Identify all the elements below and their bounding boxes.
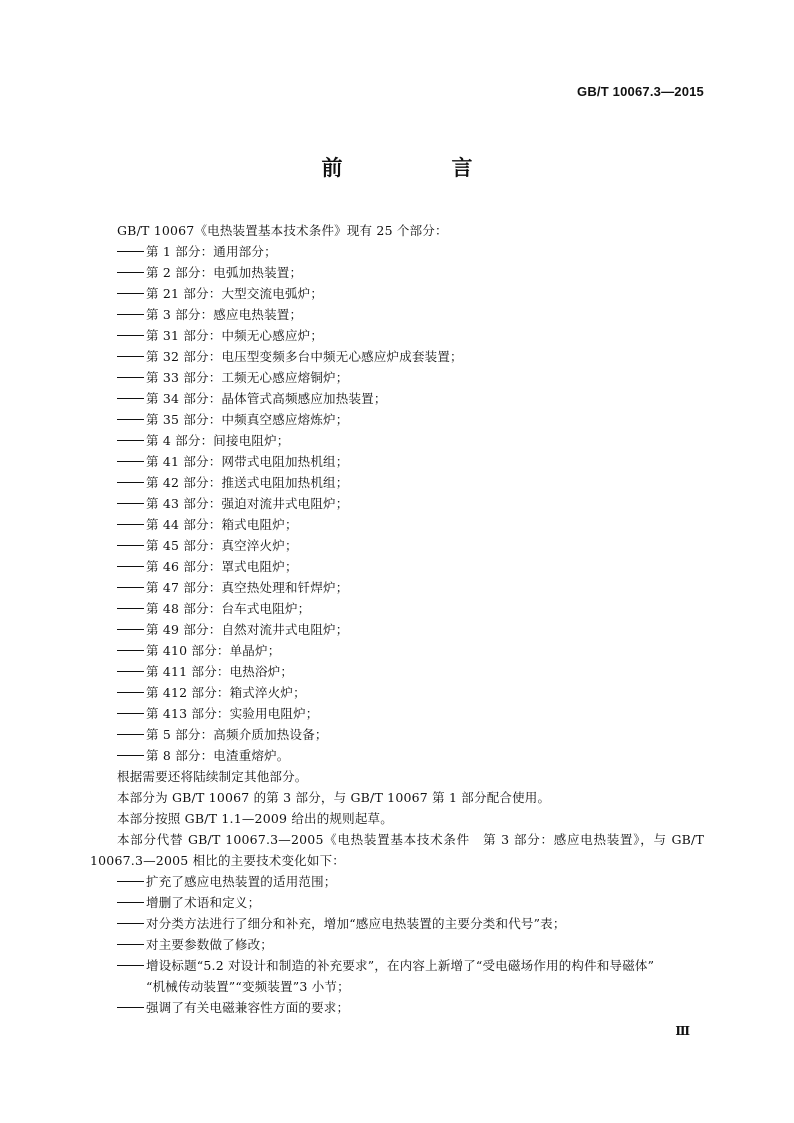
list-item: 第 33 部分：工频无心感应熔铜炉； — [90, 367, 704, 388]
em-dash — [117, 713, 144, 714]
list-item: 第 21 部分：大型交流电弧炉； — [90, 283, 704, 304]
list-item: 第 46 部分：罩式电阻炉； — [90, 556, 704, 577]
em-dash — [117, 608, 144, 609]
list-item: 第 412 部分：箱式淬火炉； — [90, 682, 704, 703]
em-dash — [117, 671, 144, 672]
em-dash — [117, 461, 144, 462]
em-dash — [117, 587, 144, 588]
list-item: 对分类方法进行了细分和补充，增加“感应电热装置的主要分类和代号”表； — [90, 913, 704, 934]
list-item: 第 48 部分：台车式电阻炉； — [90, 598, 704, 619]
list-item: 第 413 部分：实验用电阻炉； — [90, 703, 704, 724]
list-item-continuation: “机械传动装置”“变频装置”3 小节； — [146, 979, 350, 994]
em-dash — [117, 440, 144, 441]
list-item: 第 42 部分：推送式电阻加热机组； — [90, 472, 704, 493]
standard-code: GB/T 10067.3—2015 — [577, 84, 704, 99]
document-body — [90, 220, 704, 1018]
paragraph: 本部分按照 GB/T 1.1—2009 给出的规则起草。 — [117, 811, 393, 826]
page-number: Ⅲ — [675, 1024, 690, 1038]
list-item: 第 45 部分：真空淬火炉； — [90, 535, 704, 556]
paragraph: 本部分代替 GB/T 10067.3—2005《电热装置基本技术条件 第 3 部分：感应电热装置》，与 GB/T 10067.3—2005 相比的主要技术变化如下： — [90, 832, 704, 868]
em-dash — [117, 398, 144, 399]
paragraph: 本部分为 GB/T 10067 的第 3 部分，与 GB/T 10067 第 1 部分配合使用。 — [117, 790, 551, 805]
em-dash — [117, 1007, 144, 1008]
list-item: 第 8 部分：电渣重熔炉。 — [90, 745, 704, 766]
list-item: 第 43 部分：强迫对流井式电阻炉； — [90, 493, 704, 514]
list-item: 对主要参数做了修改； — [90, 934, 704, 955]
parts-list — [90, 241, 704, 766]
em-dash — [117, 881, 144, 882]
list-item: 第 3 部分：感应电热装置； — [90, 304, 704, 325]
em-dash — [117, 377, 144, 378]
list-item: 扩充了感应电热装置的适用范围； — [90, 871, 704, 892]
em-dash — [117, 293, 144, 294]
em-dash — [117, 524, 144, 525]
paragraph: 根据需要还将陆续制定其他部分。 — [117, 769, 308, 784]
page-title: 前 言 — [321, 156, 517, 180]
list-item: 增删了术语和定义； — [90, 892, 704, 913]
list-item: 第 41 部分：网带式电阻加热机组； — [90, 451, 704, 472]
list-item: 第 31 部分：中频无心感应炉； — [90, 325, 704, 346]
em-dash — [117, 251, 144, 252]
list-item: 第 1 部分：通用部分； — [90, 241, 704, 262]
list-item: 第 35 部分：中频真空感应熔炼炉； — [90, 409, 704, 430]
em-dash — [117, 965, 144, 966]
em-dash — [117, 314, 144, 315]
list-item: 第 47 部分：真空热处理和钎焊炉； — [90, 577, 704, 598]
em-dash — [117, 545, 144, 546]
em-dash — [117, 356, 144, 357]
list-item: 第 34 部分：晶体管式高频感应加热装置； — [90, 388, 704, 409]
list-item: 第 411 部分：电热浴炉； — [90, 661, 704, 682]
list-item: 第 44 部分：箱式电阻炉； — [90, 514, 704, 535]
em-dash — [117, 419, 144, 420]
list-item: 增设标题“5.2 对设计和制造的补充要求”，在内容上新增了“受电磁场作用的构件和导磁体” — [90, 955, 704, 976]
intro-line: GB/T 10067《电热装置基本技术条件》现有 25 个部分： — [117, 223, 448, 238]
list-item: 第 2 部分：电弧加热装置； — [90, 262, 704, 283]
list-item: 第 49 部分：自然对流井式电阻炉； — [90, 619, 704, 640]
em-dash — [117, 692, 144, 693]
em-dash — [117, 566, 144, 567]
changes-list — [90, 871, 704, 1018]
em-dash — [117, 734, 144, 735]
em-dash — [117, 272, 144, 273]
list-item: 第 4 部分：间接电阻炉； — [90, 430, 704, 451]
em-dash — [117, 755, 144, 756]
list-item: 第 5 部分：高频介质加热设备； — [90, 724, 704, 745]
list-item: 第 410 部分：单晶炉； — [90, 640, 704, 661]
em-dash — [117, 944, 144, 945]
em-dash — [117, 629, 144, 630]
em-dash — [117, 902, 144, 903]
em-dash — [117, 923, 144, 924]
em-dash — [117, 650, 144, 651]
em-dash — [117, 503, 144, 504]
em-dash — [117, 335, 144, 336]
em-dash — [117, 482, 144, 483]
list-item: 第 32 部分：电压型变频多台中频无心感应炉成套装置； — [90, 346, 704, 367]
list-item: 强调了有关电磁兼容性方面的要求； — [90, 997, 704, 1018]
